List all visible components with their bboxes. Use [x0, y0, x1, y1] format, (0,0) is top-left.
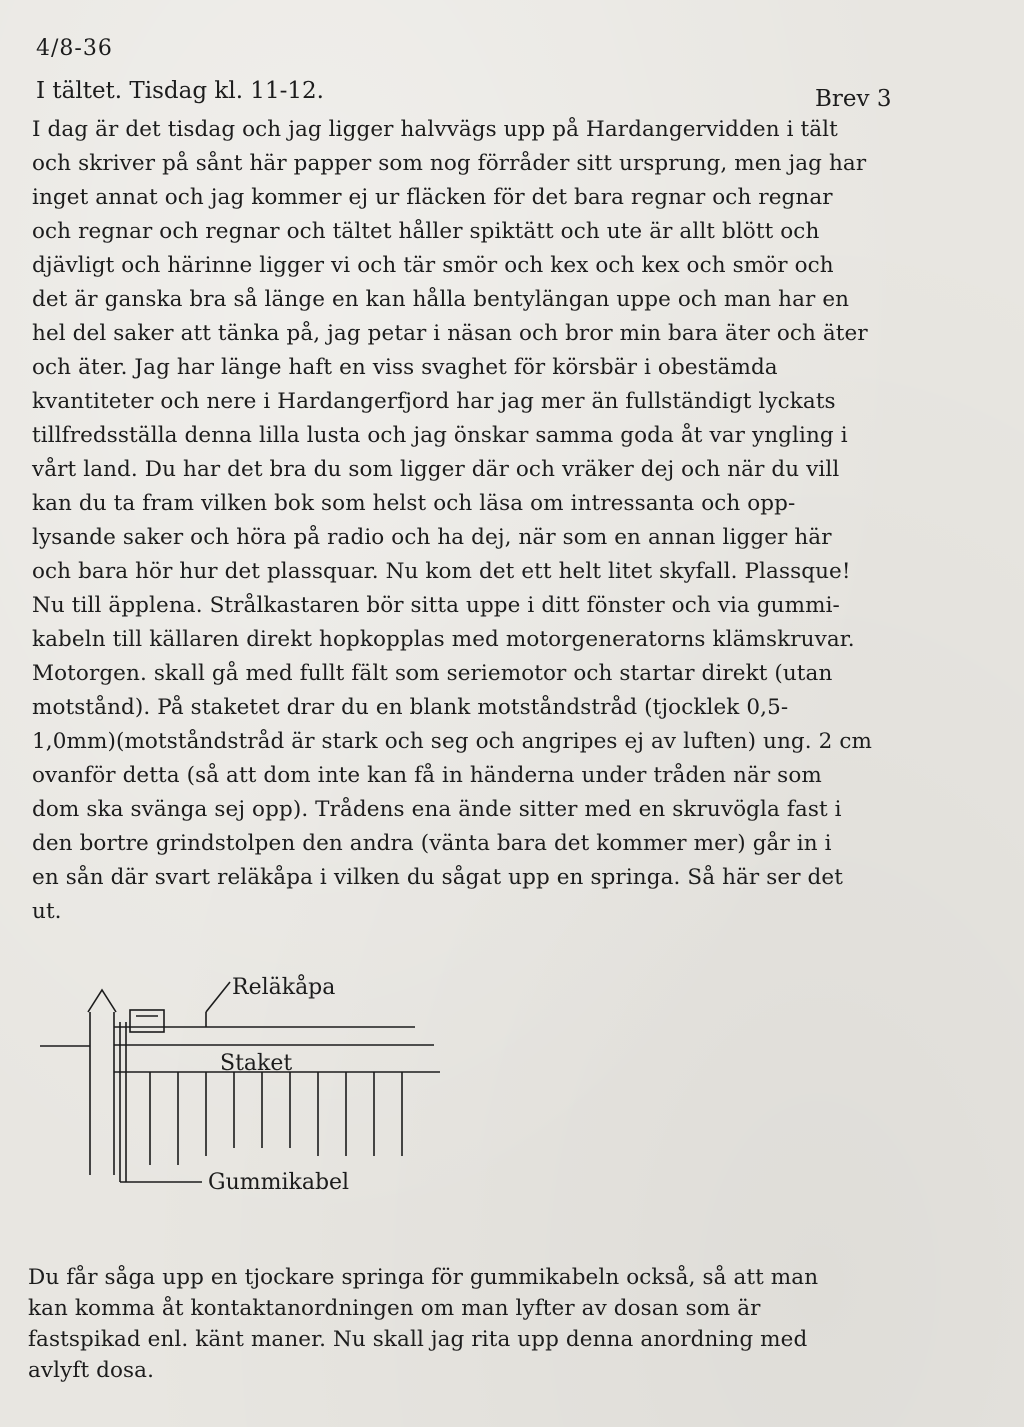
- label-rubber-cable: Gummikabel: [208, 1170, 350, 1195]
- body-line: inget annat och jag kommer ej ur fläcken för det bara regnar och regnar: [32, 185, 833, 210]
- body-line: I dag är det tisdag och jag ligger halvvägs upp på Hardangervidden i tält: [32, 117, 838, 142]
- closing-line: avlyft dosa.: [28, 1358, 155, 1383]
- body-line: och äter. Jag har länge haft en viss svaghet för körsbär i obestämda: [32, 355, 778, 380]
- body-line: den bortre grindstolpen den andra (vänta bara det kommer mer) går in i: [32, 831, 832, 856]
- body-line: hel del saker att tänka på, jag petar i näsan och bror min bara äter och äter: [32, 321, 868, 346]
- body-line: och bara hör hur det plassquar. Nu kom det ett helt litet skyfall. Plassque!: [32, 559, 851, 584]
- body-line: vårt land. Du har det bra du som ligger där och vräker dej och när du vill: [32, 457, 840, 482]
- closing-line: Du får såga upp en tjockare springa för gummikabeln också, så att man: [28, 1265, 819, 1290]
- relay-pointer: [206, 982, 230, 1012]
- body-line: dom ska svänga sej opp). Trådens ena ände sitter med en skruvögla fast i: [32, 797, 842, 822]
- closing-line: kan komma åt kontaktanordningen om man lyfter av dosan som är: [28, 1296, 761, 1321]
- closing-line: fastspikad enl. känt maner. Nu skall jag rita upp denna anordning med: [28, 1327, 808, 1352]
- body-line: kvantiteter och nere i Hardangerfjord har jag mer än fullständigt lyckats: [32, 389, 836, 414]
- label-relay-cover: Reläkåpa: [232, 975, 336, 1000]
- body-line: Motorgen. skall gå med fullt fält som seriemotor och startar direkt (utan: [32, 661, 833, 686]
- body-line: tillfredsställa denna lilla lusta och jag önskar samma goda åt var yngling i: [32, 423, 848, 448]
- body-line: kan du ta fram vilken bok som helst och läsa om intressanta och opp-: [32, 491, 796, 516]
- letter-closing: [28, 1262, 988, 1386]
- body-line: och regnar och regnar och tältet håller spiktätt och ute är allt blött och: [32, 219, 820, 244]
- letter-number: Brev 3: [815, 86, 892, 112]
- letter-place-time: I tältet. Tisdag kl. 11-12.: [36, 78, 324, 104]
- body-line: lysande saker och höra på radio och ha dej, när som en annan ligger här: [32, 525, 832, 550]
- body-line: det är ganska bra så länge en kan hålla bentylängan uppe och man har en: [32, 287, 850, 312]
- body-line: en sån där svart reläkåpa i vilken du sågat upp en springa. Så här ser det: [32, 865, 843, 890]
- fence-diagram: [30, 960, 490, 1200]
- letter-date: 4/8-36: [36, 36, 113, 61]
- body-line: ovanför detta (så att dom inte kan få in händerna under tråden när som: [32, 763, 822, 788]
- label-fence: Staket: [220, 1051, 293, 1076]
- body-line: 1,0mm)(motståndstråd är stark och seg och angripes ej av luften) ung. 2 cm: [32, 729, 872, 754]
- body-line: ut.: [32, 899, 62, 924]
- letter-body: [32, 113, 992, 929]
- body-line: och skriver på sånt här papper som nog förråder sitt ursprung, men jag har: [32, 151, 867, 176]
- relay-box: [130, 1010, 164, 1032]
- body-line: kabeln till källaren direkt hopkopplas med motorgeneratorns klämskruvar.: [32, 627, 855, 652]
- gate-post-roof: [88, 990, 116, 1012]
- body-line: motstånd). På staketet drar du en blank motståndstråd (tjocklek 0,5-: [32, 695, 789, 720]
- body-line: Nu till äpplena. Strålkastaren bör sitta uppe i ditt fönster och via gummi-: [32, 593, 840, 618]
- body-line: djävligt och härinne ligger vi och tär smör och kex och kex och smör och: [32, 253, 834, 278]
